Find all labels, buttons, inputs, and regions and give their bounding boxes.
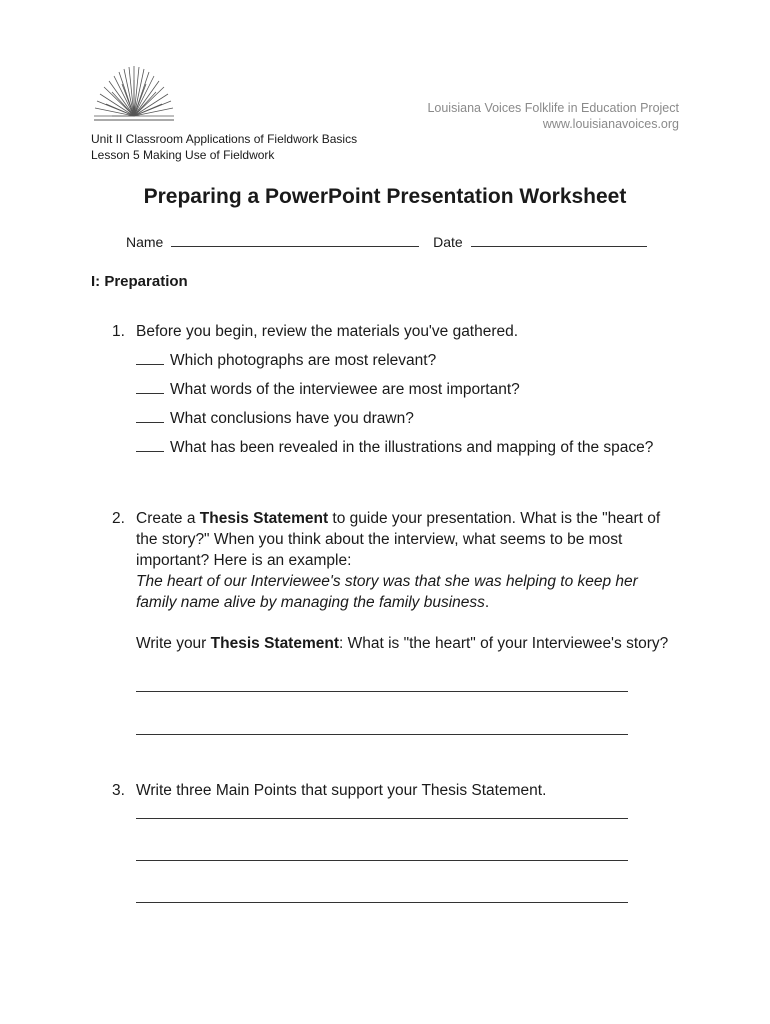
- answer-line[interactable]: [136, 818, 628, 819]
- thesis-statement-term: Thesis Statement: [210, 635, 340, 652]
- section-heading: I: Preparation: [91, 273, 188, 290]
- answer-line[interactable]: [136, 902, 628, 903]
- answer-line[interactable]: [136, 691, 628, 692]
- name-label: Name: [126, 234, 164, 250]
- name-field[interactable]: [171, 234, 419, 247]
- checkbox-blank[interactable]: [136, 379, 164, 394]
- unit-lesson: [91, 131, 357, 163]
- checklist-text: Which photographs are most relevant?: [170, 352, 437, 369]
- thesis-prompt-text: [136, 633, 681, 654]
- question-text: Write three Main Points that support your Thesis Statement.: [136, 782, 547, 799]
- date-field[interactable]: [471, 234, 647, 247]
- example-text: The heart of our Interviewee's story was that she was helping to keep her family name alive by managing the family business: [136, 573, 638, 611]
- question-text-part: to guide your presentation. What is the "heart of the story?" When you think about the interview, what seems to be most important? Here is an example:: [136, 510, 661, 569]
- question-number: 2.: [112, 510, 125, 527]
- project-name: Louisiana Voices Folklife in Education Project: [427, 101, 679, 115]
- name-date-row: [126, 234, 647, 250]
- date-label: Date: [433, 234, 463, 250]
- example-period: .: [484, 594, 490, 611]
- prompt-text-part: : What is "the heart" of your Interviewee's story?: [339, 635, 669, 652]
- unit-label: Unit II Classroom Applications of Fieldwork Basics: [91, 132, 358, 146]
- question-number: 1.: [112, 323, 125, 340]
- question-text: Before you begin, review the materials you've gathered.: [136, 323, 519, 340]
- answer-line[interactable]: [136, 734, 628, 735]
- project-info: [427, 100, 679, 132]
- project-url: www.louisianavoices.org: [542, 117, 679, 131]
- checkbox-blank[interactable]: [136, 408, 164, 423]
- question-text: [136, 508, 681, 613]
- sunburst-logo: [92, 64, 176, 124]
- checklist-text: What has been revealed in the illustrations and mapping of the space?: [170, 439, 654, 456]
- checklist-text: What words of the interviewee are most important?: [170, 381, 520, 398]
- page-title: Preparing a PowerPoint Presentation Worksheet: [143, 185, 627, 208]
- lesson-label: Lesson 5 Making Use of Fieldwork: [91, 148, 275, 162]
- checklist-text: What conclusions have you drawn?: [170, 410, 414, 427]
- checkbox-blank[interactable]: [136, 350, 164, 365]
- question-number: 3.: [112, 782, 125, 799]
- question-text-part: Create a: [136, 510, 200, 527]
- answer-line[interactable]: [136, 860, 628, 861]
- prompt-text-part: Write your: [136, 635, 211, 652]
- checkbox-blank[interactable]: [136, 437, 164, 452]
- thesis-statement-term: Thesis Statement: [199, 510, 329, 527]
